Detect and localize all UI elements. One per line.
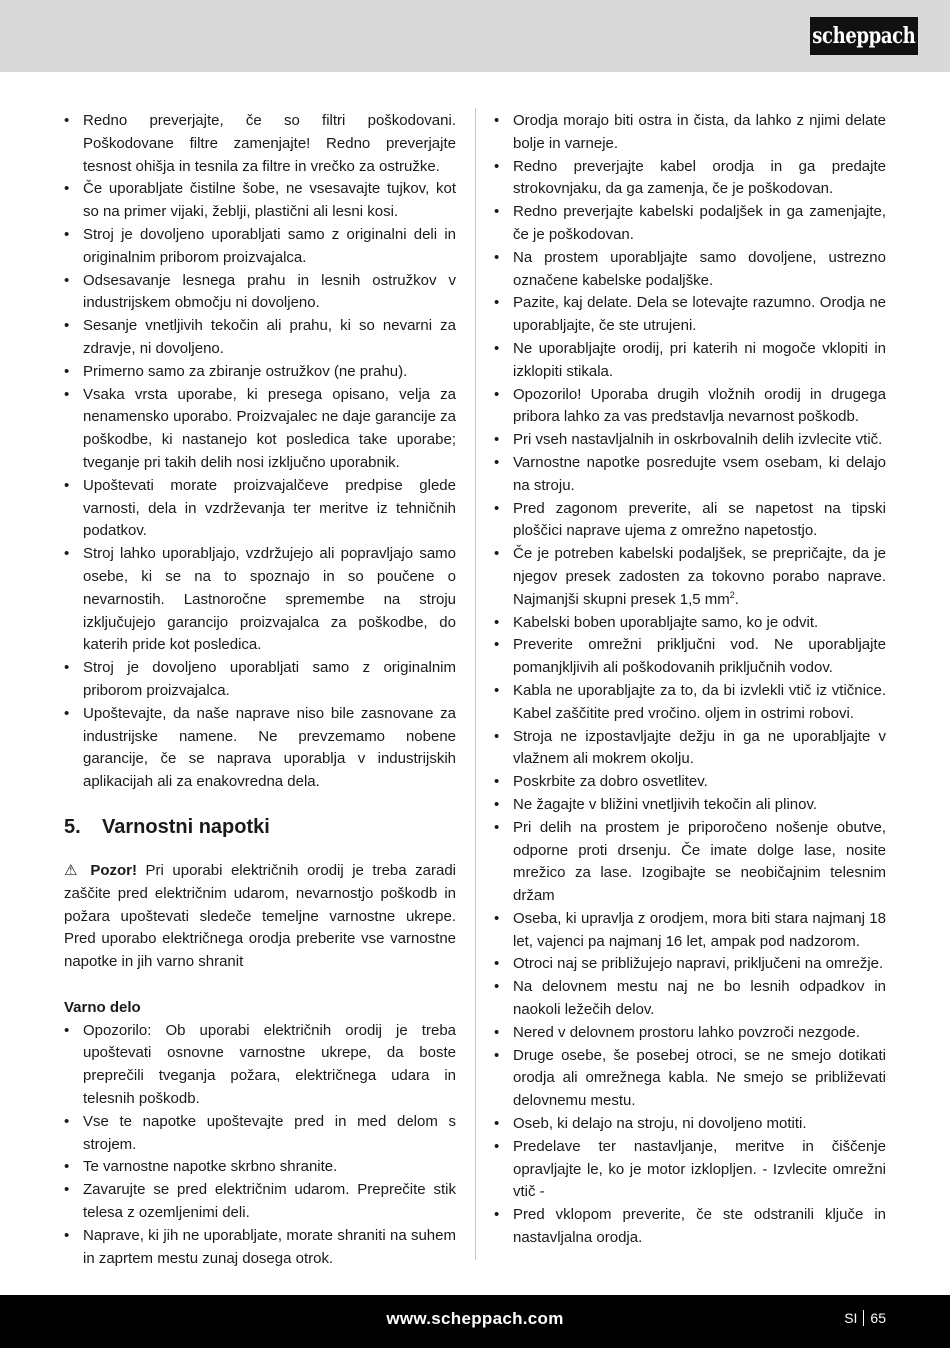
list-item: • Upoštevati morate proizvajalčeve predpise glede varnosti, dela in vzdrževanja ter meritve iz tehničnih podatkov. (64, 475, 456, 543)
list-item: • Kabelski boben uporabljajte samo, ko je odvit. (494, 612, 886, 635)
list-item: • Zavarujte se pred električnim udarom. Preprečite stik telesa z ozemljenimi deli. (64, 1179, 456, 1225)
warning-triangle-icon: ⚠ (64, 861, 82, 879)
header-bar (0, 0, 950, 72)
list-item: • Upoštevajte, da naše naprave niso bile zasnovane za industrijske namene. Ne prevzemamo nobene garancije, če se naprava uporablja v industrijskih aplikacijah ali za enakovredna dela. (64, 703, 456, 794)
list-item: • Odsesavanje lesnega prahu in lesnih ostružkov v industrijskem območju ni dovoljeno. (64, 270, 456, 316)
list-item: • Stroj je dovoljeno uporabljati samo z originalnim priborom proizvajalca. (64, 657, 456, 703)
list-item (494, 543, 886, 611)
page-indicator (844, 1310, 886, 1326)
list-item: • Nered v delovnem prostoru lahko povzroči nezgode. (494, 1022, 886, 1045)
section-heading (64, 814, 456, 840)
column-divider (475, 108, 476, 1260)
list-item: • Redno preverjajte kabel orodja in ga predajte strokovnjaku, da ga zamenja, če je poškodovan. (494, 156, 886, 202)
warning-text: Pri uporabi električnih orodij je treba zaradi zaščite pred električnim udarom, nevarnostjo poškodb in požara upoštevati sledeče temeljne varnostne ukrepe. Pred uporabo električnega orodja preberite vse varnostne napotke in jih varno shranit (64, 861, 456, 971)
scheppach-logo (810, 17, 918, 55)
list-item: • Pazite, kaj delate. Dela se lotevajte razumno. Orodja ne uporabljajte, če ste utrujeni. (494, 292, 886, 338)
list-item: • Preverite omrežni priključni vod. Ne uporabljajte pomanjkljivih ali poškodovanih priključnih vodov. (494, 634, 886, 680)
list-item: • Stroj je dovoljeno uporabljati samo z originalni deli in originalnim priborom proizvajalca. (64, 224, 456, 270)
list-item: • Primerno samo za zbiranje ostružkov (ne prahu). (64, 361, 456, 384)
subheading: Varno delo (64, 998, 141, 1016)
list-item: • Varnostne napotke posredujte vsem osebam, ki delajo na stroju. (494, 452, 886, 498)
list-item: • Pri vseh nastavljalnih in oskrbovalnih delih izvlecite vtič. (494, 429, 886, 452)
list-item: • Poskrbite za dobro osvetlitev. (494, 771, 886, 794)
language-code: SI (844, 1310, 858, 1326)
list-item: • Ne žagajte v bližini vnetljivih tekočin ali plinov. (494, 794, 886, 817)
right-column (494, 110, 886, 1250)
list-item: • Opozorilo! Uporaba drugih vložnih orodij in drugega pribora lahko za vas predstavlja nevarnost poškodb. (494, 384, 886, 430)
list-item: • Oseba, ki upravlja z orodjem, mora biti stara najmanj 18 let, vajenci pa najmanj 16 let, ampak pod nadzorom. (494, 908, 886, 954)
list-item: • Na delovnem mestu naj ne bo lesnih odpadkov in naokoli ležečih delov. (494, 976, 886, 1022)
cable-bullet-text: Če je potreben kabelski podaljšek, se prepričajte, da je njegov presek zadosten za tokovno porabo naprave. Najmanjši skupni presek 1,5 mm (513, 545, 886, 608)
list-item: • Pred vklopom preverite, če ste odstranili ključe in nastavljalna orodja. (494, 1204, 886, 1250)
footer-url[interactable]: www.scheppach.com (386, 1309, 564, 1328)
bullet-list-right (494, 110, 886, 1250)
bullet-list-top (64, 110, 456, 794)
section-number: 5. (64, 815, 81, 838)
separator (863, 1310, 864, 1326)
list-item: • Otroci naj se približujejo napravi, priključeni na omrežje. (494, 953, 886, 976)
list-item: • Naprave, ki jih ne uporabljate, morate shraniti na suhem in zaprtem mestu zunaj dosega otrok. (64, 1225, 456, 1271)
list-item: • Vsaka vrsta uporabe, ki presega opisano, velja za nenamensko uporabo. Proizvajalec ne daje garancije za poškodbe, ki nastanejo kot posledica take uporabe; tveganje pri takih delih nosi izključno uporabnik. (64, 384, 456, 475)
footer-bar (0, 1295, 950, 1348)
section-title: Varnostni napotki (102, 815, 270, 838)
left-column (64, 110, 456, 1270)
list-item: • Te varnostne napotke skrbno shranite. (64, 1156, 456, 1179)
cable-bullet-end: . (734, 590, 739, 608)
list-item: • Stroja ne izpostavljajte dežju in ga ne uporabljajte v vlažnem ali mokrem okolju. (494, 726, 886, 772)
list-item: • Predelave ter nastavljanje, meritve in čiščenje opravljajte le, ko je motor izklopljen. - Izvlecite omrežni vtič - (494, 1136, 886, 1204)
list-item: • Ne uporabljajte orodij, pri katerih ni mogoče vklopiti in izklopiti stikala. (494, 338, 886, 384)
bullet-list-bottom (64, 1020, 456, 1271)
list-item: • Opozorilo: Ob uporabi električnih orodij je treba upoštevati osnovne varnostne ukrepe, da boste preprečili tveganja požara, električnega udara in telesnih poškodb. (64, 1020, 456, 1111)
list-item: • Pred zagonom preverite, ali se napetost na tipski ploščici naprave ujema z omrežno napetostjo. (494, 498, 886, 544)
list-item: • Če uporabljate čistilne šobe, ne vsesavajte tujkov, kot so na primer vijaki, žeblji, plastični ali lesni kosi. (64, 178, 456, 224)
list-item: • Stroj lahko uporabljajo, vzdržujejo ali popravljajo samo osebe, ki se na to spoznajo in so poučene o nevarnostih. Lastnoročne spremembe na stroju izključujejo garancijo proizvajalca za poškodbe, do katerih pride kot posledica. (64, 543, 456, 657)
list-item: • Oseb, ki delajo na stroju, ni dovoljeno motiti. (494, 1113, 886, 1136)
logo-text: scheppach (812, 23, 916, 49)
list-item: • Vse te napotke upoštevajte pred in med delom s strojem. (64, 1111, 456, 1157)
warning-paragraph (64, 860, 456, 974)
list-item: • Redno preverjajte kabelski podaljšek in ga zamenjajte, če je poškodovan. (494, 201, 886, 247)
list-item: • Druge osebe, še posebej otroci, se ne smejo dotikati orodja ali omrežnega kabla. Ne smejo se približevati delovnemu mestu. (494, 1045, 886, 1113)
warning-label: Pozor! (90, 861, 138, 879)
list-item: • Orodja morajo biti ostra in čista, da lahko z njimi delate bolje in varneje. (494, 110, 886, 156)
superscript: 2 (729, 589, 735, 600)
list-item: • Sesanje vnetljivih tekočin ali prahu, ki so nevarni za zdravje, ni dovoljeno. (64, 315, 456, 361)
list-item: • Kabla ne uporabljajte za to, da bi izvlekli vtič iz vtičnice. Kabel zaščitite pred vročino. oljem in ostrimi robovi. (494, 680, 886, 726)
list-item: • Pri delih na prostem je priporočeno nošenje obutve, odporne proti drsenju. Če imate dolge lase, nosite mrežico za lase. Izogibajte se neobičajnim telesnim držam (494, 817, 886, 908)
page-number: 65 (870, 1310, 886, 1326)
list-item: • Redno preverjajte, če so filtri poškodovani. Poškodovane filtre zamenjajte! Redno preverjajte tesnost ohišja in tesnila za filtre in vrečko za ostružke. (64, 110, 456, 178)
list-item: • Na prostem uporabljajte samo dovoljene, ustrezno označene kabelske podaljške. (494, 247, 886, 293)
